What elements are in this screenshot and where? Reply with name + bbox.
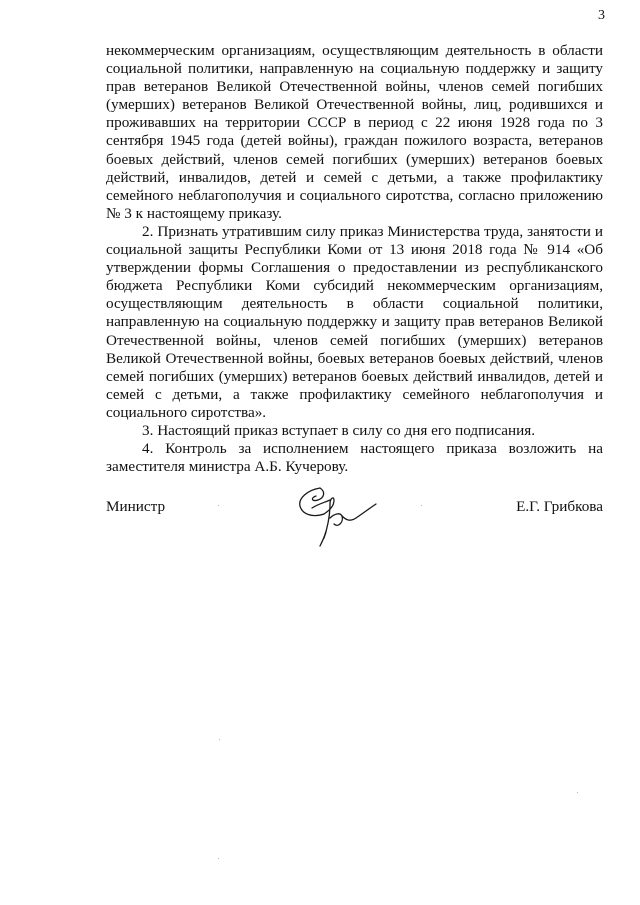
signature-block <box>106 492 603 552</box>
signatory-name: Е.Г. Грибкова <box>516 498 603 515</box>
scan-speck <box>218 858 219 859</box>
scan-speck <box>421 505 422 506</box>
document-body <box>106 42 603 476</box>
signatory-title: Министр <box>106 498 166 515</box>
scan-speck <box>577 792 578 793</box>
handwritten-signature <box>290 484 380 550</box>
page-number: 3 <box>598 8 605 23</box>
scan-speck <box>218 505 219 506</box>
paragraph-continuation: некоммерческим организациям, осуществляющим деятельность в области социальной политики, направленную на социальную поддержку и защиту прав ветеранов Великой Отечественной войны, членов семей погибших (умерших) ветеранов Великой Отечественной войны, лиц, родившихся и проживавших на территории СССР в период с 22 июня 1928 года по 3 сентября 1945 года (детей войны), граждан пожилого возраста, ветеранов боевых действий, членов семей погибших (умерших) ветеранов боевых действий, инвалидов, детей и семей с детьми, а также профилактику семейного неблагополучия и социального сиротства, согласно приложению № 3 к настоящему приказу. <box>106 42 603 222</box>
scan-speck <box>219 739 220 740</box>
paragraph-item-3: 3. Настоящий приказ вступает в силу со дня его подписания. <box>142 421 536 439</box>
paragraph-item-4: 4. Контроль за исполнением настоящего приказа возложить на заместителя министра А.Б. Кучерову. <box>106 440 603 476</box>
paragraph-item-2: 2. Признать утратившим силу приказ Министерства труда, занятости и социальной защиты Республики Коми от 13 июня 2018 года № 914 «Об утверждении формы Соглашения о предоставлении из республиканского бюджета Республики Коми субсидий некоммерческим организациям, осуществляющим деятельность в области социальной политики, направленную на социальную поддержку и защиту прав ветеранов Великой Отечественной войны, членов семей погибших (умерших) ветеранов Великой Отечественной войны, боевых ветеранов боевых действий, членов семей погибших (умерших) ветеранов боевых действий инвалидов, детей и семей с детьми, а также профилактику семейного неблагополучия и социального сиротства». <box>106 222 603 421</box>
